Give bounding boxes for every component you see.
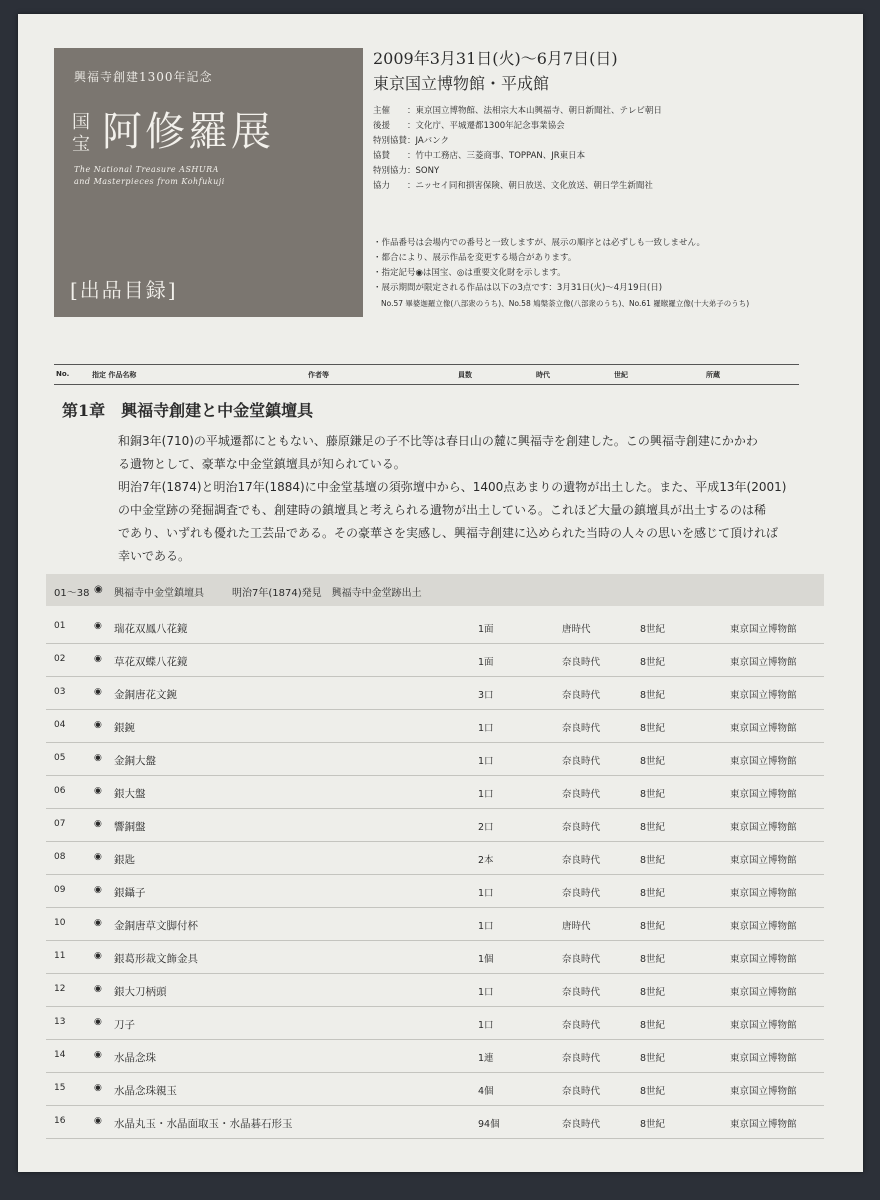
national-treasure-mark: ◉ <box>94 1116 102 1126</box>
intro-line: の中金堂跡の発掘調査でも、創建時の鎮壇具と考えられる遺物が出土している。これほど大量の鎮壇具が出土するのは稀 <box>118 503 767 517</box>
sponsor-row <box>373 134 843 149</box>
item-name: 銀鋺 <box>114 722 135 734</box>
item-name: 水晶丸玉・水晶面取玉・水晶碁石形玉 <box>114 1118 293 1130</box>
col-header-century: 世紀 <box>614 371 628 379</box>
intro-line: 幸いである。 <box>118 549 191 563</box>
table-row <box>46 1006 824 1040</box>
sponsor-key: 協賛 <box>373 151 391 161</box>
national-treasure-mark: ◉ <box>94 918 102 928</box>
item-quantity: 2口 <box>478 822 494 833</box>
item-owner: 東京国立博物館 <box>730 855 797 866</box>
item-quantity: 1口 <box>478 921 494 932</box>
item-no: 13 <box>54 1017 66 1027</box>
item-era: 奈良時代 <box>562 855 601 866</box>
exhibition-date: 2009年3月31日(火)〜6月7日(日) <box>373 49 618 68</box>
table-row <box>46 907 824 941</box>
sponsor-row <box>373 164 843 179</box>
catalog-label: [出品目録] <box>70 278 178 302</box>
national-treasure-mark: ◉ <box>94 584 103 595</box>
item-era: 奈良時代 <box>562 1119 601 1130</box>
item-owner: 東京国立博物館 <box>730 756 797 767</box>
item-era: 奈良時代 <box>562 789 601 800</box>
item-era: 奈良時代 <box>562 987 601 998</box>
item-quantity: 1口 <box>478 888 494 899</box>
col-header-no: No. <box>56 370 70 378</box>
col-header-owner: 所蔵 <box>706 371 720 379</box>
intro-line: る遺物として、豪華な中金堂鎮壇具が知られている。 <box>118 457 406 471</box>
table-row <box>46 1105 824 1139</box>
col-header-name: 指定 作品名称 <box>92 371 137 379</box>
sponsor-key: 主催 <box>373 106 391 116</box>
item-owner: 東京国立博物館 <box>730 624 797 635</box>
table-row <box>46 676 824 710</box>
national-treasure-mark: ◉ <box>94 687 102 697</box>
item-century: 8世紀 <box>640 624 666 635</box>
item-era: 奈良時代 <box>562 822 601 833</box>
table-row <box>46 610 824 644</box>
item-owner: 東京国立博物館 <box>730 1053 797 1064</box>
national-treasure-mark: ◉ <box>94 951 102 961</box>
item-century: 8世紀 <box>640 690 666 701</box>
anniversary-subtitle: 興福寺創建1300年記念 <box>74 70 213 84</box>
item-no: 11 <box>54 951 66 961</box>
sponsor-value: ：ニッセイ同和損害保険、朝日放送、文化放送、朝日学生新聞社 <box>407 181 653 191</box>
table-row <box>46 709 824 743</box>
item-century: 8世紀 <box>640 756 666 767</box>
item-owner: 東京国立博物館 <box>730 822 797 833</box>
col-header-era: 時代 <box>536 371 550 379</box>
sponsor-row <box>373 119 843 134</box>
sponsor-key: 後援 <box>373 121 391 131</box>
table-row <box>46 1039 824 1073</box>
chapter-title: 第1章 興福寺創建と中金堂鎮壇具 <box>62 401 314 420</box>
table-row <box>46 874 824 908</box>
item-owner: 東京国立博物館 <box>730 1119 797 1130</box>
item-owner: 東京国立博物館 <box>730 888 797 899</box>
item-century: 8世紀 <box>640 921 666 932</box>
item-owner: 東京国立博物館 <box>730 987 797 998</box>
item-quantity: 1個 <box>478 954 494 965</box>
item-quantity: 94個 <box>478 1119 500 1130</box>
col-header-author: 作者等 <box>308 371 329 379</box>
group-note: 明治7年(1874)発見 興福寺中金堂跡出土 <box>232 588 422 599</box>
national-treasure-mark: ◉ <box>94 852 102 862</box>
sponsor-list <box>373 104 843 194</box>
item-era: 奈良時代 <box>562 954 601 965</box>
national-treasure-mark: ◉ <box>94 786 102 796</box>
item-century: 8世紀 <box>640 1020 666 1031</box>
item-quantity: 1口 <box>478 987 494 998</box>
note-line: ・指定記号◉は国宝、◎は重要文化財を示します。 <box>373 268 566 278</box>
note-line: ・作品番号は会場内での番号と一致しますが、展示の順序とは必ずしも一致しません。 <box>373 238 706 248</box>
group-no: 01〜38 <box>54 588 90 599</box>
item-century: 8世紀 <box>640 1053 666 1064</box>
item-era: 奈良時代 <box>562 756 601 767</box>
item-century: 8世紀 <box>640 888 666 899</box>
sponsor-key: 協力 <box>373 181 391 191</box>
item-name: 草花双蝶八花鏡 <box>114 656 188 668</box>
item-century: 8世紀 <box>640 1086 666 1097</box>
item-owner: 東京国立博物館 <box>730 921 797 932</box>
exhibition-title: 阿修羅展 <box>102 109 274 155</box>
national-treasure-mark: ◉ <box>94 984 102 994</box>
item-owner: 東京国立博物館 <box>730 723 797 734</box>
item-no: 09 <box>54 885 66 895</box>
table-row <box>46 973 824 1007</box>
header-rule <box>54 384 799 385</box>
table-row <box>46 742 824 776</box>
national-treasure-mark: ◉ <box>94 753 102 763</box>
item-quantity: 1口 <box>478 789 494 800</box>
chapter-intro <box>118 430 798 568</box>
item-owner: 東京国立博物館 <box>730 1020 797 1031</box>
item-name: 水晶念珠親玉 <box>114 1085 177 1097</box>
col-header-qty: 員数 <box>458 371 472 379</box>
item-no: 04 <box>54 720 66 730</box>
english-title <box>74 164 225 188</box>
item-no: 02 <box>54 654 66 664</box>
item-century: 8世紀 <box>640 789 666 800</box>
item-owner: 東京国立博物館 <box>730 657 797 668</box>
english-title-line: The National Treasure ASHURA <box>74 165 219 174</box>
english-title-line: and Masterpieces from Kohfukuji <box>74 177 225 186</box>
item-quantity: 1面 <box>478 657 494 668</box>
sponsor-value: ：文化庁、平城遷都1300年記念事業協会 <box>407 121 565 131</box>
national-treasure-mark: ◉ <box>94 885 102 895</box>
sponsor-value: ：SONY <box>407 166 440 176</box>
item-owner: 東京国立博物館 <box>730 954 797 965</box>
note-line: ・都合により、展示作品を変更する場合があります。 <box>373 253 577 263</box>
item-era: 奈良時代 <box>562 1086 601 1097</box>
item-no: 08 <box>54 852 66 862</box>
item-no: 16 <box>54 1116 66 1126</box>
sponsor-key: 特別協力 <box>373 166 408 176</box>
header-rule <box>54 364 799 365</box>
item-era: 奈良時代 <box>562 690 601 701</box>
item-era: 奈良時代 <box>562 1053 601 1064</box>
item-quantity: 1口 <box>478 1020 494 1031</box>
sponsor-row <box>373 179 843 194</box>
item-no: 01 <box>54 621 66 631</box>
sponsor-row <box>373 149 843 164</box>
item-no: 06 <box>54 786 66 796</box>
item-owner: 東京国立博物館 <box>730 1086 797 1097</box>
item-name: 金銅大盤 <box>114 755 156 767</box>
item-no: 03 <box>54 687 66 697</box>
item-owner: 東京国立博物館 <box>730 789 797 800</box>
item-name: 金銅唐花文鋺 <box>114 689 177 701</box>
item-name: 響銅盤 <box>114 821 146 833</box>
national-treasure-mark: ◉ <box>94 819 102 829</box>
exhibition-info <box>373 46 843 194</box>
item-era: 唐時代 <box>562 921 591 932</box>
item-century: 8世紀 <box>640 723 666 734</box>
item-no: 10 <box>54 918 66 928</box>
item-era: 奈良時代 <box>562 1020 601 1031</box>
item-no: 15 <box>54 1083 66 1093</box>
item-owner: 東京国立博物館 <box>730 690 797 701</box>
item-name: 銀鑷子 <box>114 887 146 899</box>
item-no: 05 <box>54 753 66 763</box>
item-name: 瑞花双鳳八花鏡 <box>114 623 188 635</box>
item-quantity: 1連 <box>478 1053 494 1064</box>
national-treasure-mark: ◉ <box>94 1083 102 1093</box>
item-quantity: 3口 <box>478 690 494 701</box>
sponsor-value: ：JAバンク <box>407 136 450 146</box>
item-name: 銀大刀柄頭 <box>114 986 167 998</box>
group-row <box>46 574 824 606</box>
table-row <box>46 1072 824 1106</box>
item-name: 銀大盤 <box>114 788 146 800</box>
sponsor-key: 特別協賛 <box>373 136 408 146</box>
item-name: 刀子 <box>114 1019 135 1031</box>
item-quantity: 1面 <box>478 624 494 635</box>
item-no: 14 <box>54 1050 66 1060</box>
note-line-indent: No.57 畢婆迦羅立像(八部衆のうち)、No.58 鳩槃荼立像(八部衆のうち)、No.61 羅睺羅立像(十大弟子のうち) <box>381 299 750 308</box>
item-era: 奈良時代 <box>562 888 601 899</box>
national-treasure-mark: ◉ <box>94 1017 102 1027</box>
catalog-notes <box>373 236 843 311</box>
item-century: 8世紀 <box>640 954 666 965</box>
item-name: 金銅唐草文脚付杯 <box>114 920 198 932</box>
national-treasure-mark: ◉ <box>94 654 102 664</box>
note-line: ・展示期間が限定される作品は以下の3点です：3月31日(火)〜4月19日(日) <box>373 283 663 293</box>
kokuho-label: 国宝 <box>72 112 90 155</box>
national-treasure-mark: ◉ <box>94 720 102 730</box>
national-treasure-mark: ◉ <box>94 1050 102 1060</box>
item-era: 奈良時代 <box>562 723 601 734</box>
item-name: 銀葛形裁文飾金具 <box>114 953 198 965</box>
sponsor-value: ：竹中工務店、三菱商事、TOPPAN、JR東日本 <box>407 151 586 161</box>
table-row <box>46 808 824 842</box>
item-no: 07 <box>54 819 66 829</box>
intro-line: であり、いずれも優れた工芸品である。その豪華さを実感し、興福寺創建に込められた当時の人々の思いを感じて頂ければ <box>118 526 779 540</box>
catalog-sheet <box>18 14 863 1172</box>
intro-line: 和銅3年(710)の平城遷都にともない、藤原鎌足の子不比等は春日山の麓に興福寺を創建した。この興福寺創建にかかわ <box>118 434 758 448</box>
table-row <box>46 643 824 677</box>
group-name: 興福寺中金堂鎮壇具 <box>114 588 204 599</box>
table-row <box>46 940 824 974</box>
item-century: 8世紀 <box>640 1119 666 1130</box>
item-century: 8世紀 <box>640 855 666 866</box>
item-no: 12 <box>54 984 66 994</box>
item-name: 銀匙 <box>114 854 135 866</box>
item-era: 唐時代 <box>562 624 591 635</box>
sponsor-row <box>373 104 843 119</box>
item-quantity: 4個 <box>478 1086 494 1097</box>
table-row <box>46 775 824 809</box>
title-block <box>54 48 363 317</box>
item-name: 水晶念珠 <box>114 1052 156 1064</box>
table-row <box>46 841 824 875</box>
item-century: 8世紀 <box>640 822 666 833</box>
item-century: 8世紀 <box>640 987 666 998</box>
exhibition-venue: 東京国立博物館・平成館 <box>373 74 550 93</box>
item-quantity: 1口 <box>478 756 494 767</box>
item-quantity: 1口 <box>478 723 494 734</box>
sponsor-value: ：東京国立博物館、法相宗大本山興福寺、朝日新聞社、テレビ朝日 <box>407 106 662 116</box>
item-quantity: 2本 <box>478 855 494 866</box>
national-treasure-mark: ◉ <box>94 621 102 631</box>
item-era: 奈良時代 <box>562 657 601 668</box>
intro-line: 明治7年(1874)と明治17年(1884)に中金堂基壇の須弥壇中から、1400点あまりの遺物が出土した。また、平成13年(2001) <box>118 480 787 494</box>
item-century: 8世紀 <box>640 657 666 668</box>
